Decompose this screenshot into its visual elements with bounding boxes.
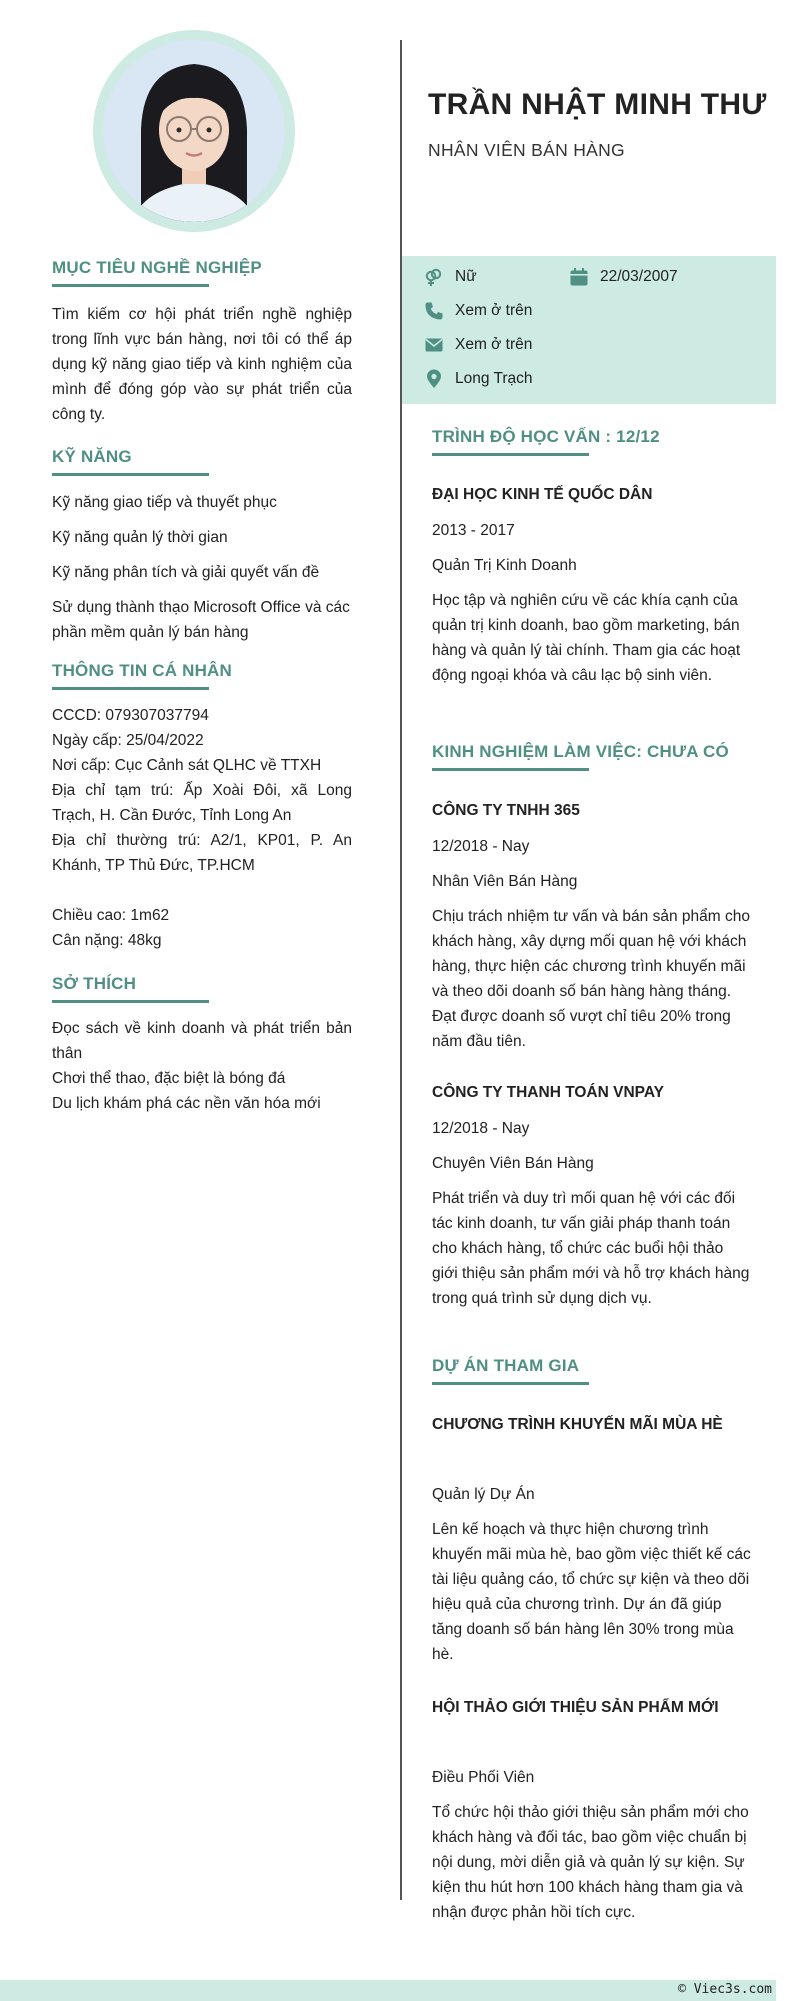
hobby-item: Du lịch khám phá các nền văn hóa mới [52,1095,321,1112]
hobbies-section [52,974,352,1116]
portrait-photo [103,40,285,222]
personal-info-title: THÔNG TIN CÁ NHÂN [52,661,232,680]
section-underline [432,1382,589,1385]
email-value: Xem ở trên [455,336,533,353]
skills-title: KỸ NĂNG [52,447,132,466]
project-role: Quản lý Dự Án [432,1486,535,1503]
phone-value: Xem ở trên [455,302,533,319]
experience-title: KINH NGHIỆM LÀM VIỆC: CHƯA CÓ [432,742,729,761]
objective-text: Tìm kiếm cơ hội phát triển nghề nghiệp trong lĩnh vực bán hàng, nơi tôi có thể áp dụng kỹ năng giao tiếp và kinh nghiệm của mình để đóng góp vào sự phát triển của công ty. [52,306,352,423]
address-row [424,369,533,389]
gender-icon [424,267,444,287]
project-name: HỘI THẢO GIỚI THIỆU SẢN PHẨM MỚI [432,1699,719,1716]
hobby-item: Chơi thể thao, đặc biệt là bóng đá [52,1070,286,1087]
project-description: Lên kế hoạch và thực hiện chương trình khuyến mãi mùa hè, bao gồm việc thiết kế các tài liệu quảng cáo, tổ chức sự kiện và theo dõi hiệu quả của chương trình. Dự án đã giúp tăng doanh số bán hàng lên 30% trong mùa hè. [432,1521,751,1663]
job-description: Phát triển và duy trì mối quan hệ với các đối tác kinh doanh, tư vấn giải pháp thanh toán cho khách hàng, tổ chức các buổi hội thảo giới thiệu sản phẩm mới và hỗ trợ khách hàng trong quá trình sử dụng dịch vụ. [432,1190,750,1307]
job-company: CÔNG TY THANH TOÁN VNPAY [432,1084,664,1101]
dob-row [569,267,678,287]
section-underline [52,284,209,287]
gender-row [424,267,477,287]
hobby-item: Đọc sách về kinh doanh và phát triển bản thân [52,1020,352,1062]
job-description: Chịu trách nhiệm tư vấn và bán sản phẩm cho khách hàng, xây dựng mối quan hệ với khách hàng, thực hiện các chương trình khuyến mãi và theo dõi doanh số bán hàng hàng tháng. Đạt được doanh số vượt chỉ tiêu 20% trong năm đầu tiên. [432,908,750,1050]
section-underline [52,687,209,690]
section-underline [52,473,209,476]
hobbies-title: SỞ THÍCH [52,974,137,993]
section-underline [432,768,589,771]
address-value: Long Trạch [455,370,533,387]
projects-title: DỰ ÁN THAM GIA [432,1356,580,1375]
projects-section [432,1356,752,1925]
job-position: Nhân Viên Bán Hàng [432,873,578,890]
education-title: TRÌNH ĐỘ HỌC VẤN : 12/12 [432,427,660,446]
email-row [424,335,532,355]
objective-title: MỤC TIÊU NGHỀ NGHIỆP [52,258,262,277]
weight: Cân nặng: 48kg [52,932,162,949]
phone-icon [424,301,444,321]
skills-section [52,447,352,655]
footer-copyright: © Viec3s.com [678,1982,772,1997]
id-number: CCCD: 079307037794 [52,707,209,724]
location-pin-icon [424,369,444,389]
section-underline [52,1000,209,1003]
objective-section [52,258,352,427]
avatar-frame [93,30,295,232]
school-years: 2013 - 2017 [432,522,515,539]
avatar [103,40,285,222]
education-section [432,427,752,688]
job-period: 12/2018 - Nay [432,1120,530,1137]
height: Chiều cao: 1m62 [52,907,170,924]
job-company: CÔNG TY TNHH 365 [432,802,580,819]
candidate-name: TRẦN NHẬT MINH THƯ [428,88,767,121]
candidate-role: NHÂN VIÊN BÁN HÀNG [428,140,625,160]
footer-bar [0,1980,776,2001]
gender-value: Nữ [455,268,477,285]
school-name: ĐẠI HỌC KINH TẾ QUỐC DÂN [432,486,653,503]
project-role: Điều Phối Viên [432,1769,535,1786]
email-icon [424,335,444,355]
education-description: Học tập và nghiên cứu về các khía cạnh của quản trị kinh doanh, bao gồm marketing, bán hàng và quản lý tài chính. Tham gia các hoạt động ngoại khóa và câu lạc bộ sinh viên. [432,592,741,684]
skill-item: Kỹ năng quản lý thời gian [52,529,228,546]
skill-item: Kỹ năng giao tiếp và thuyết phục [52,494,277,511]
dob-value: 22/03/2007 [600,268,678,285]
project-name: CHƯƠNG TRÌNH KHUYẾN MÃI MÙA HÈ [432,1416,723,1433]
personal-info-section [52,661,352,953]
experience-section [432,742,752,1311]
job-position: Chuyên Viên Bán Hàng [432,1155,594,1172]
contact-panel [402,256,776,404]
skill-item: Sử dụng thành thạo Microsoft Office và các phần mềm quản lý bán hàng [52,599,350,641]
school-major: Quản Trị Kinh Doanh [432,557,577,574]
project-description: Tổ chức hội thảo giới thiệu sản phẩm mới cho khách hàng và đối tác, bao gồm việc chuẩn bị nội dung, mời diễn giả và quản lý sự kiện. Sự kiện thu hút hơn 100 khách hàng tham gia và nhận được phản hồi tích cực. [432,1804,749,1921]
issue-date: Ngày cấp: 25/04/2022 [52,732,204,749]
skill-item: Kỹ năng phân tích và giải quyết vấn đề [52,564,320,581]
permanent-address: Địa chỉ thường trú: A2/1, KP01, P. An Khánh, TP Thủ Đức, TP.HCM [52,832,352,874]
job-period: 12/2018 - Nay [432,838,530,855]
issue-place: Nơi cấp: Cục Cảnh sát QLHC về TTXH [52,757,322,774]
calendar-icon [569,267,589,287]
phone-row [424,301,532,321]
section-underline [432,453,589,456]
temporary-address: Địa chỉ tạm trú: Ấp Xoài Đôi, xã Long Trạch, H. Cần Đước, Tỉnh Long An [52,782,352,824]
